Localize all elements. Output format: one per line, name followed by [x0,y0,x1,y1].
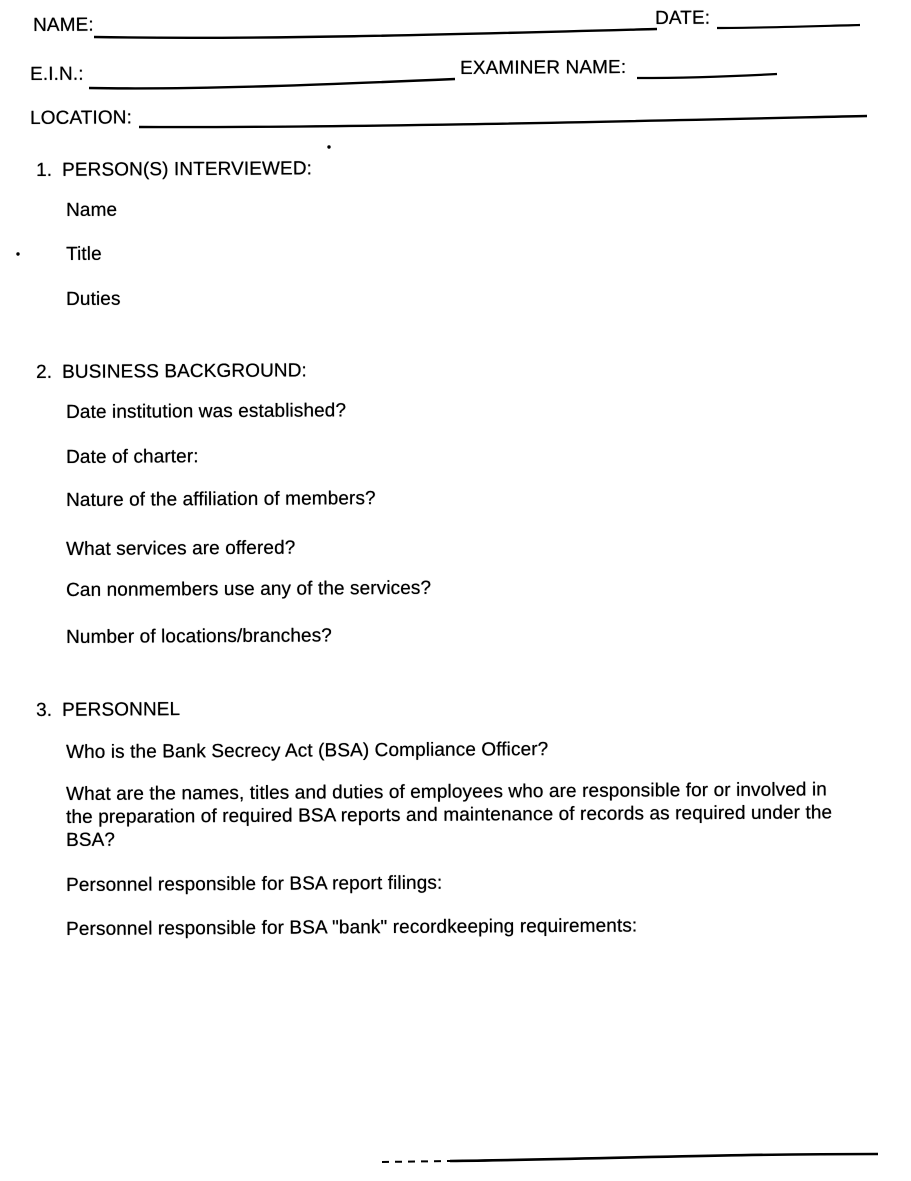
date-label: DATE: [655,7,711,29]
question-duties: Duties [66,288,121,310]
question-employee-names-line-1: What are the names, titles and duties of employees who are responsible for or involved in [66,779,827,805]
scan-artifact-dot [16,252,19,255]
question-title: Title [66,243,102,265]
scan-artifact-dot [327,145,330,148]
question-employee-names-line-3: BSA? [66,829,116,851]
question-locations-branches: Number of locations/branches? [66,625,333,648]
question-date-of-charter: Date of charter: [66,446,199,468]
section-3-number: 3. [36,699,53,721]
section-1-heading [36,157,312,182]
section-3-heading [36,698,180,722]
question-name: Name [66,199,118,221]
section-1-number: 1. [36,159,53,181]
location-label: LOCATION: [30,107,133,129]
bottom-partial-line-dashes [382,1161,450,1162]
examiner-name-label: EXAMINER NAME: [460,56,627,79]
question-nonmembers-services: Can nonmembers use any of the services? [66,577,432,601]
bottom-partial-line [450,1154,878,1161]
question-date-established: Date institution was established? [66,400,347,423]
section-1-title: PERSON(S) INTERVIEWED: [62,158,313,181]
examiner-name-blank-line [637,74,777,78]
section-3-title: PERSONNEL [62,699,181,721]
location-blank-line [139,116,867,127]
ein-blank-line [89,79,455,88]
question-employee-names-line-2: the preparation of required BSA reports and maintenance of records as required under the [66,802,833,828]
question-affiliation-of-members: Nature of the affiliation of members? [66,488,376,511]
name-label: NAME: [33,14,94,36]
question-services-offered: What services are offered? [66,537,296,560]
name-blank-line [94,29,657,38]
question-bsa-compliance-officer: Who is the Bank Secrecy Act (BSA) Compliance Officer? [66,739,549,763]
section-2-number: 2. [36,361,53,383]
ein-label: E.I.N.: [30,63,84,85]
section-2-heading [36,359,307,384]
question-report-filings: Personnel responsible for BSA report filings: [66,872,443,896]
section-2-title: BUSINESS BACKGROUND: [62,360,307,383]
question-bank-recordkeeping: Personnel responsible for BSA "bank" recordkeeping requirements: [66,915,638,940]
date-blank-line [717,25,860,28]
